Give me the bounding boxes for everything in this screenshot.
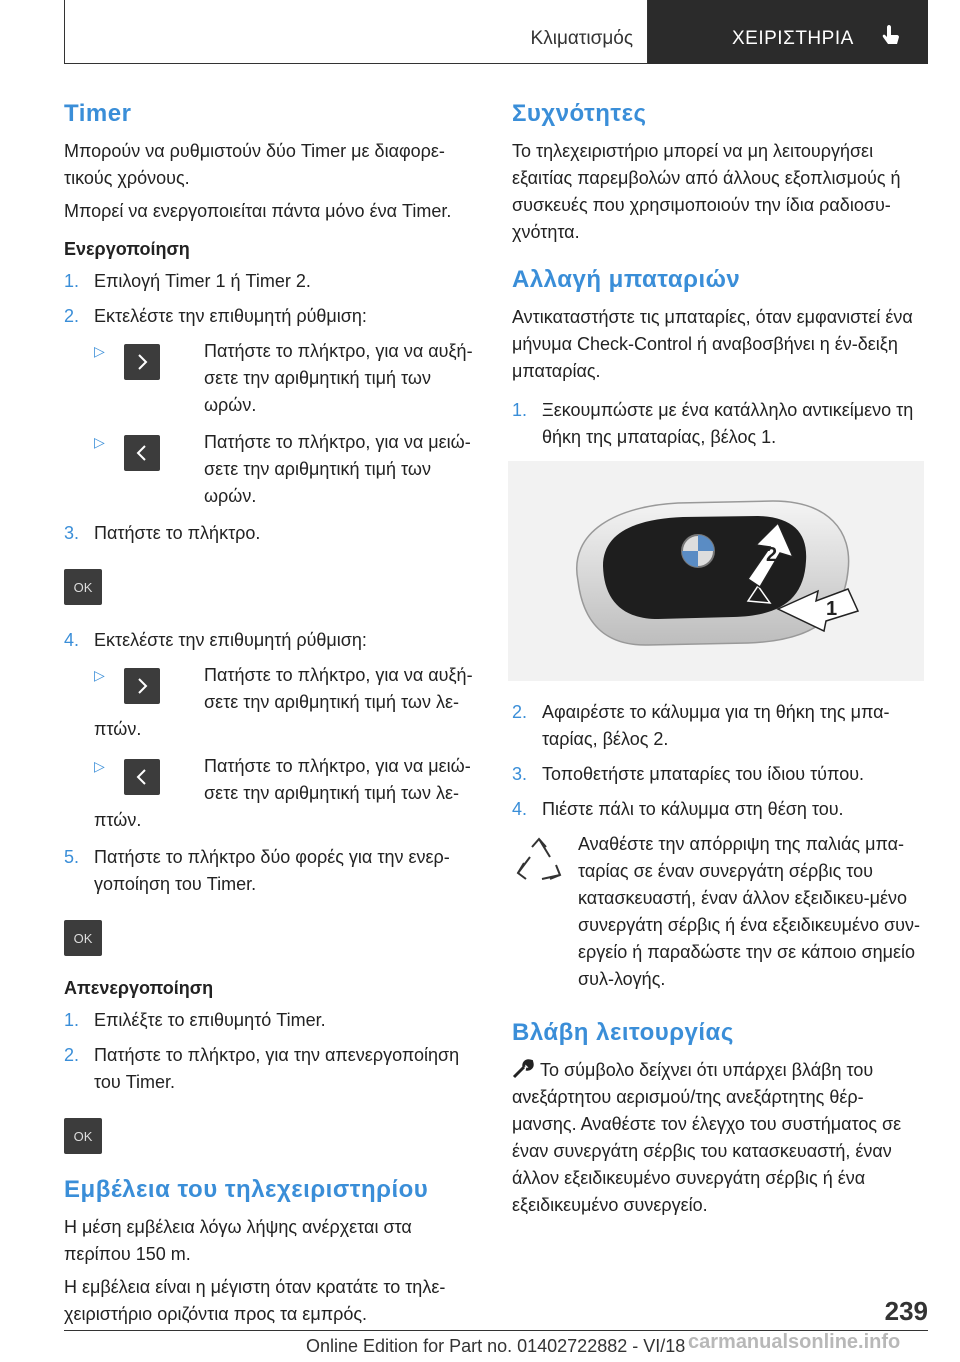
recycle-note (512, 831, 924, 993)
arrow-2-label: 2 (766, 544, 778, 566)
range-heading: Εμβέλεια του τηλεχειριστηρίου (64, 1176, 429, 1203)
step-text: Αφαιρέστε το κάλυμμα για τη θήκη της μπα-ταρίας, βέλος 2. (542, 702, 890, 749)
triangle-bullet-icon: ▷ (94, 667, 105, 683)
key-battery-photo (508, 461, 924, 681)
ok-button-icon (64, 920, 102, 956)
watermark: carmanualsonline.info (688, 1331, 901, 1353)
bullet-text: Πατήστε το πλήκτρο, για να αυξή-σετε την αριθμητική τιμή των ωρών. (204, 341, 473, 415)
battery-step-1 (512, 397, 924, 451)
battery-step-3 (512, 761, 924, 788)
header-section: Κλιματισμός (530, 28, 633, 49)
range-paragraph-2: Η εμβέλεια είναι η μέγιστη όταν κρατάτε το τηλε-χειριστήριο οριζόντια προς τα εμπρός. (64, 1277, 446, 1324)
ok-button-icon (64, 569, 102, 605)
triangle-bullet-icon: ▷ (94, 343, 105, 359)
timer-paragraph-2: Μπορεί να ενεργοποιείται πάντα μόνο ένα Timer. (64, 201, 452, 221)
left-arrow-button-icon (124, 435, 160, 471)
header-chapter: ΧΕΙΡΙΣΤΗΡΙΑ (732, 28, 854, 49)
timer-paragraph-1: Μπορούν να ρυθμιστούν δύο Timer με διαφορε-τικούς χρόνους. (64, 141, 445, 188)
page-number: 239 (884, 1296, 928, 1326)
fault-heading: Βλάβη λειτουργίας (512, 1019, 734, 1046)
bullet-minutes-up (94, 662, 476, 743)
right-arrow-button-icon (124, 344, 160, 380)
edition-text: Online Edition for Part no. 01402722882 - VI/18 (306, 1336, 686, 1356)
step-text: Πατήστε το πλήκτρο, για την απενεργοποίηση του Timer. (94, 1045, 460, 1092)
bullet-text: Πατήστε το πλήκτρο, για να μειώ-σετε την αριθμητική τιμή των λε- (204, 756, 471, 803)
step-text: Εκτελέστε την επιθυμητή ρύθμιση: (94, 306, 367, 326)
ok-label: OK (73, 1129, 93, 1144)
timer-heading: Timer (64, 100, 132, 127)
deactivation-step-2 (64, 1042, 476, 1096)
frequencies-heading: Συχνότητες (512, 100, 647, 127)
wrench-icon (512, 1059, 534, 1079)
battery-step-2 (512, 699, 924, 753)
step-number: 5. (64, 847, 80, 867)
ok-label: OK (73, 580, 93, 595)
activation-step-1 (64, 268, 476, 295)
left-arrow-button-icon (124, 759, 160, 795)
step-text: Πατήστε το πλήκτρο. (94, 523, 261, 543)
step-number: 4. (64, 630, 80, 650)
triangle-bullet-icon: ▷ (94, 434, 105, 450)
fault-paragraph (512, 1057, 924, 1219)
ok-button-icon (64, 1118, 102, 1154)
right-column (512, 100, 924, 1225)
step-text: Εκτελέστε την επιθυμητή ρύθμιση: (94, 630, 367, 650)
battery-step-4 (512, 796, 924, 823)
step-number: 1. (64, 1010, 80, 1030)
ok-label: OK (73, 931, 93, 946)
bullet-minutes-down (94, 753, 476, 834)
bullet-text-continued: πτών. (94, 719, 142, 739)
step-number: 2. (64, 306, 80, 326)
bullet-hours-up (94, 338, 476, 419)
header-chapter-box (648, 0, 928, 64)
step-number: 2. (64, 1045, 80, 1065)
recycle-icon (512, 835, 566, 889)
activation-step-3 (64, 520, 476, 547)
battery-heading: Αλλαγή μπαταριών (512, 266, 741, 293)
arrow-1-label: 1 (826, 598, 838, 620)
car-key-illustration (508, 461, 924, 681)
bullet-text: Πατήστε το πλήκτρο, για να αυξή-σετε την αριθμητική τιμή των λε- (204, 665, 473, 712)
activation-step-5 (64, 844, 476, 898)
step-text: Ξεκουμπώστε με ένα κατάλληλο αντικείμενο τη θήκη της μπαταρίας, βέλος 1. (542, 400, 914, 447)
recycle-text: Αναθέστε την απόρριψη της παλιάς μπα-ταρίας σε έναν συνεργάτη σέρβις του κατασκευαστή, έναν άλλον εξειδικευ-μένο συνεργάτη σέρβις ή ένα εξειδικευμένο συν-εργείο ή παραδώστε την σε κάποιο σημείο συλ-λογής. (578, 834, 920, 989)
bullet-text: Πατήστε το πλήκτρο, για να μειώ-σετε την αριθμητική τιμή των ωρών. (204, 432, 471, 506)
step-text: Επιλογή Timer 1 ή Timer 2. (94, 271, 311, 291)
page-header (64, 0, 928, 64)
deactivation-step-1 (64, 1007, 476, 1034)
activation-step-4 (64, 627, 476, 654)
battery-paragraph: Αντικαταστήστε τις μπαταρίες, όταν εμφανιστεί ένα μήνυμα Check-Control ή αναβοσβήνει η έν-δειξη μπαταρίας. (512, 307, 913, 381)
bullet-hours-down (94, 429, 476, 510)
step-text: Πατήστε το πλήκτρο δύο φορές για την ενερ-γοποίηση του Timer. (94, 847, 450, 894)
header-section-box (64, 0, 648, 64)
step-number: 3. (512, 764, 528, 784)
range-paragraph-1: Η μέση εμβέλεια λόγω λήψης ανέρχεται στα περίπου 150 m. (64, 1217, 412, 1264)
fault-text: Το σύμβολο δείχνει ότι υπάρχει βλάβη του ανεξάρτητου αερισμού/της ανεξάρτητης θέρ-μανσης. Αναθέστε τον έλεγχο του συστήματος σε έναν συνεργάτη σέρβις του κατασκευαστή, έναν άλλον εξειδικευμένο συνεργάτη σέρβις ή ένα εξειδικευμένο συνεργείο. (512, 1060, 902, 1215)
step-number: 3. (64, 523, 80, 543)
deactivation-heading: Απενεργοποίηση (64, 978, 214, 998)
step-text: Τοποθετήστε μπαταρίες του ίδιου τύπου. (542, 764, 865, 784)
left-column (64, 100, 476, 1334)
step-number: 1. (512, 400, 528, 420)
activation-heading: Ενεργοποίηση (64, 239, 190, 259)
right-arrow-button-icon (124, 668, 160, 704)
step-number: 4. (512, 799, 528, 819)
step-text: Επιλέξτε το επιθυμητό Timer. (94, 1010, 326, 1030)
step-number: 2. (512, 702, 528, 722)
frequencies-paragraph: Το τηλεχειριστήριο μπορεί να μη λειτουργήσει εξαιτίας παρεμβολών από άλλους εξοπλισμούς ή συσκευές που χρησιμοποιούν την ίδια ραδιοσυ-χνότητα. (512, 141, 901, 242)
triangle-bullet-icon: ▷ (94, 758, 105, 774)
activation-step-2 (64, 303, 476, 330)
step-text: Πιέστε πάλι το κάλυμμα στη θέση του. (542, 799, 844, 819)
bullet-text-continued: πτών. (94, 810, 142, 830)
hand-pointer-icon (878, 24, 902, 48)
step-number: 1. (64, 271, 80, 291)
